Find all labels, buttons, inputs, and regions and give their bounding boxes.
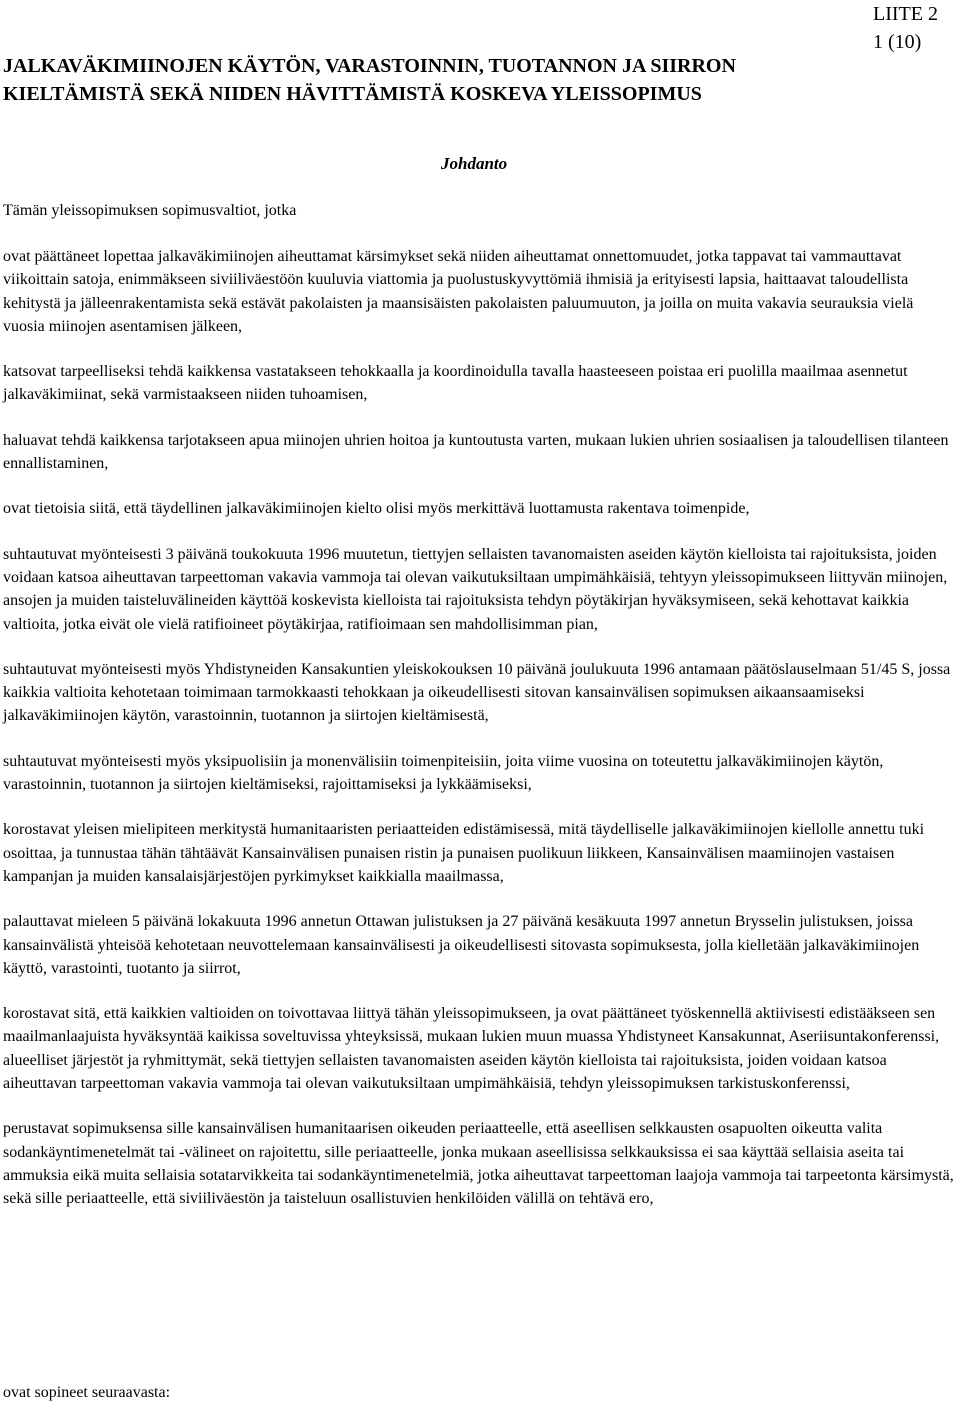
- preamble-paragraph: suhtautuvat myönteisesti myös Yhdistyneiden Kansakuntien yleiskokouksen 10 päivänä joulukuuta 1996 antamaan päätöslauselmaan 51/45 S, jossa kaikkia valtioita kehotetaan toimimaan tarmokkaasti tehokkaan ja oikeudellisesti sitovan kansainvälisen sopimuksen aikaansaamiseksi jalkaväkimiinojen käytön, varastoinnin, tuotannon ja siirtojen kieltämisestä,: [3, 660, 951, 725]
- page-number: 1 (10): [873, 31, 922, 53]
- intro-sentence: Tämän yleissopimuksen sopimusvaltiot, jotka: [3, 202, 297, 219]
- document-title-line-1: JALKAVÄKIMIINOJEN KÄYTÖN, VARASTOINNIN, TUOTANNON JA SIIRRON: [3, 55, 736, 77]
- page-header: [873, 0, 938, 56]
- preamble-paragraph: perustavat sopimuksensa sille kansainvälisen humanitaarisen oikeuden periaatteelle, että aseellisen selkkausten osapuolten oikeutta valita sodankäyntimenetelmät tai -välineet on rajoitettu, sille periaatteelle, jonka mukaan aseellisissa selkkauksissa ei saa käyttää sellaisia aseita tai ammuksia eikä muita sellaisia sotatarvikkeita tai sodankäyntimenetelmiä, jotka aiheuttavat tarpeettoman laajoja vammoja tai tarpeetonta kärsimystä, sekä sille periaatteelle, että siviiliväestön ja taisteluun osallistuvien henkilöiden välillä on tehtävä ero,: [3, 1120, 954, 1208]
- section-heading: Johdanto: [441, 154, 508, 173]
- preamble-paragraphs: [3, 245, 958, 1233]
- annex-label: LIITE 2: [873, 3, 938, 25]
- preamble-paragraph: korostavat yleisen mielipiteen merkitystä humanitaaristen periaatteiden edistämisessä, mitä täydelliselle jalkaväkimiinojen kiellolle annettu tuki osoittaa, ja tunnustaa tähän tähtäävät Kansainvälisen punaisen ristin ja punaisen puolikuun liikkeen, Kansainvälisen maamiinojen vastaisen kampanjan ja muiden kansalaisjärjestöjen pyrkimykset kaikkialla maailmassa,: [3, 821, 925, 885]
- document-title: [3, 52, 736, 108]
- preamble-paragraph: suhtautuvat myönteisesti myös yksipuolisiin ja monenvälisiin toimenpiteisiin, joita viime vuosina on toteutettu jalkaväkimiinojen käytön, varastoinnin, tuotannon ja siirtojen kieltämiseksi, rajoittamiseksi ja lykkäämiseksi,: [3, 752, 884, 794]
- preamble-paragraph: korostavat sitä, että kaikkien valtioiden on toivottavaa liittyä tähän yleissopimukseen, ja ovat päättäneet työskennellä aktiivisesti edistääkseen sen maailmanlaajuista hyväksyntää kaikissa soveltuvissa yhteyksissä, mukaan lukien muun muassa Yhdistyneet Kansakunnat, Aseriisuntakonferenssi, alueelliset järjestöt ja ryhmittymät, sekä tiettyjen sellaisten tavanomaisten aseiden käytön kielloista tai rajoituksista, joiden voidaan katsoa aiheuttavan tarpeettoman vakavia vammoja tai olevan vaikutuksiltaan umpimähkäisiä, tehdyn yleissopimuksen tarkistuskonferenssi,: [3, 1005, 940, 1093]
- preamble-paragraph: suhtautuvat myönteisesti 3 päivänä toukokuuta 1996 muutetun, tiettyjen sellaisten tavanomaisten aseiden käytön kielloista tai rajoituksista, joiden voidaan katsoa aiheuttavan tarpeettoman vakavia vammoja tai olevan vaikutuksiltaan umpimähkäisiä, tehtyyn yleissopimukseen liittyvän miinojen, ansojen ja muiden taisteluvälineiden käyttöä koskevista kielloista tai rajoituksista tehdyn pöytäkirjan hyväksymiseen, sekä kehottavat kaikkia valtioita, jotka eivät ole vielä ratifioineet pöytäkirjaa, ratifioimaan sen mahdollisimman pian,: [3, 545, 948, 633]
- closing-sentence: ovat sopineet seuraavasta:: [3, 1384, 171, 1401]
- preamble-paragraph: palauttavat mieleen 5 päivänä lokakuuta 1996 annetun Ottawan julistuksen ja 27 päivänä kesäkuuta 1997 annetun Brysselin julistuksen, joissa kansainvälistä yhteisöä kehotetaan neuvottelemaan kansainvälisesti ja oikeudellisesti sitovasta sopimuksesta, jolla kielletään jalkaväkimiinojen käyttö, varastointi, tuotanto ja siirrot,: [3, 913, 920, 977]
- preamble-paragraph: haluavat tehdä kaikkensa tarjotakseen apua miinojen uhrien hoitoa ja kuntoutusta varten, mukaan lukien uhrien sosiaalisen ja taloudellisen tilanteen ennallistaminen,: [3, 431, 949, 473]
- preamble-paragraph: ovat päättäneet lopettaa jalkaväkimiinojen aiheuttamat kärsimykset sekä niiden aiheuttamat onnettomuudet, jotka tappavat tai vammauttavat viikoittain satoja, enimmäkseen siviiliväestöön kuuluvia viattomia ja puolustuskyvyttömiä ihmisiä ja erityisesti lapsia, haittaavat taloudellista kehitystä ja jälleenrakentamista sekä estävät pakolaisten ja maansisäisten pakolaisten paluumuuton, ja joilla on muita vakavia seurauksia vielä vuosia miinojen asentamisen jälkeen,: [3, 248, 914, 335]
- preamble-paragraph: ovat tietoisia siitä, että täydellinen jalkaväkimiinojen kielto olisi myös merkittävä luottamusta rakentava toimenpide,: [3, 500, 750, 518]
- preamble-paragraph: katsovat tarpeelliseksi tehdä kaikkensa vastatakseen tehokkaalla ja koordinoidulla tavalla haasteeseen poistaa eri puolilla maailmaa asennetut jalkaväkimiinat, sekä varmistaakseen niiden tuhoamisen,: [3, 363, 908, 404]
- document-title-line-2: KIELTÄMISTÄ SEKÄ NIIDEN HÄVITTÄMISTÄ KOSKEVA YLEISSOPIMUS: [3, 83, 702, 105]
